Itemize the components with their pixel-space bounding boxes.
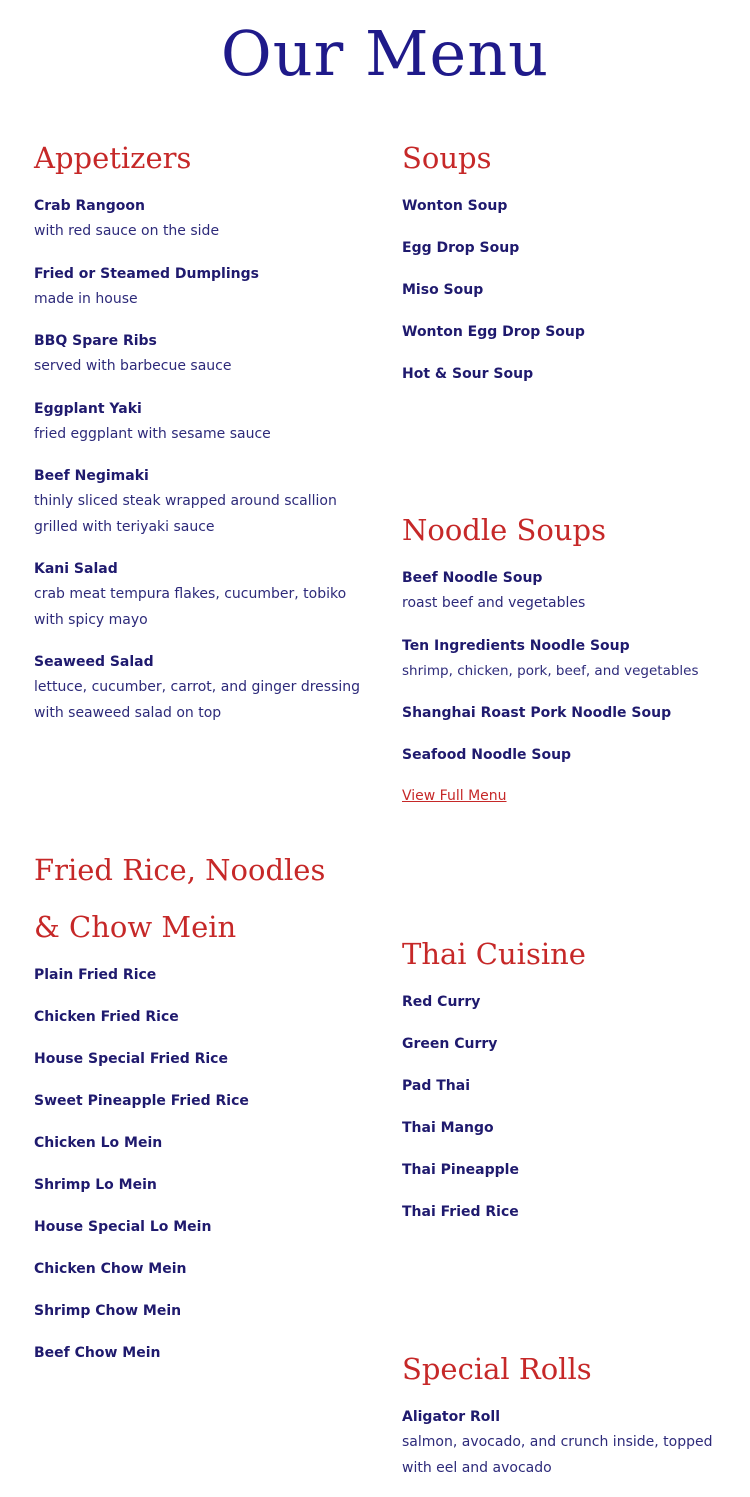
item-name: House Special Lo Mein — [34, 1219, 212, 1235]
menu-item — [402, 1199, 742, 1225]
item-name: Beef Chow Mein — [34, 1345, 161, 1361]
item-name: Eggplant Yaki — [34, 400, 142, 417]
item-description: with red sauce on the side — [34, 223, 220, 239]
menu-item — [34, 1340, 374, 1366]
item-name: Egg Drop Soup — [402, 240, 520, 256]
item-name: Shrimp Chow Mein — [34, 1303, 182, 1319]
menu-item — [402, 565, 732, 617]
section-soups — [402, 130, 742, 403]
item-name: Fried or Steamed Dumplings — [34, 265, 259, 282]
item-name: Beef Noodle Soup — [402, 570, 543, 586]
item-name: House Special Fried Rice — [34, 1051, 228, 1067]
item-description: served with barbecue sauce — [34, 358, 232, 374]
section-title-noodle-soups: Noodle Soups — [402, 513, 606, 547]
item-name: Wonton Egg Drop Soup — [402, 324, 585, 340]
section-title-line-2: & Chow Mein — [34, 910, 237, 944]
appetizers-list — [34, 193, 374, 726]
item-description: thinly sliced steak wrapped around scallion grilled with teriyaki sauce — [34, 493, 337, 535]
menu-item — [34, 1004, 374, 1030]
menu-item — [402, 235, 742, 261]
menu-item — [402, 319, 742, 345]
item-name: Wonton Soup — [402, 198, 508, 214]
special-rolls-list — [402, 1404, 732, 1481]
menu-item — [34, 261, 374, 313]
item-name: Green Curry — [402, 1036, 498, 1052]
item-name: Beef Negimaki — [34, 468, 149, 484]
menu-item — [34, 1256, 374, 1282]
item-name: Thai Pineapple — [402, 1162, 519, 1178]
menu-item — [34, 556, 374, 633]
item-name: Shrimp Lo Mein — [34, 1177, 157, 1193]
item-name: Pad Thai — [402, 1078, 470, 1094]
item-description: roast beef and vegetables — [402, 595, 586, 611]
section-noodle-soups — [402, 502, 732, 808]
item-name: Seafood Noodle Soup — [402, 747, 572, 763]
menu-item — [402, 742, 732, 768]
menu-item — [402, 989, 742, 1015]
menu-item — [34, 328, 374, 380]
menu-item — [402, 700, 732, 726]
menu-item — [34, 1298, 374, 1324]
menu-item — [402, 361, 742, 387]
menu-item — [34, 193, 374, 245]
view-full-menu-link[interactable]: View Full Menu — [402, 788, 507, 804]
item-name: Aligator Roll — [402, 1409, 500, 1425]
section-special-rolls — [402, 1341, 732, 1497]
menu-item — [34, 962, 374, 988]
menu-item — [34, 396, 374, 448]
item-name: Thai Mango — [402, 1120, 494, 1136]
item-name: Kani Salad — [34, 561, 118, 577]
fried-rice-list — [34, 962, 374, 1366]
item-description: crab meat tempura flakes, cucumber, tobiko with spicy mayo — [34, 586, 347, 628]
section-fried-rice-noodles — [34, 842, 374, 1382]
menu-item — [34, 1088, 374, 1114]
thai-list — [402, 989, 742, 1225]
item-name: Ten Ingredients Noodle Soup — [402, 637, 630, 654]
item-name: Chicken Lo Mein — [34, 1135, 163, 1151]
section-title-special-rolls: Special Rolls — [402, 1352, 592, 1386]
item-name: Thai Fried Rice — [402, 1204, 519, 1220]
item-name: Chicken Fried Rice — [34, 1009, 179, 1025]
menu-item — [402, 277, 742, 303]
item-name: Chicken Chow Mein — [34, 1261, 187, 1277]
menu-item — [34, 463, 374, 540]
section-title-appetizers: Appetizers — [34, 141, 192, 175]
menu-item — [402, 1115, 742, 1141]
item-name: Miso Soup — [402, 282, 484, 298]
section-appetizers — [34, 130, 374, 742]
item-description: lettuce, cucumber, carrot, and ginger dressing with seaweed salad on top — [34, 679, 361, 721]
item-name: Seaweed Salad — [34, 654, 154, 670]
noodle-soups-list — [402, 565, 732, 768]
item-name: Hot & Sour Soup — [402, 366, 534, 382]
item-name: BBQ Spare Ribs — [34, 333, 157, 349]
menu-item — [402, 1404, 732, 1481]
item-description: fried eggplant with sesame sauce — [34, 425, 271, 442]
section-title-soups: Soups — [402, 141, 492, 175]
item-description: made in house — [34, 290, 138, 307]
menu-item — [34, 1214, 374, 1240]
menu-item — [34, 1172, 374, 1198]
menu-item — [402, 633, 732, 685]
menu-item — [402, 1073, 742, 1099]
item-name: Crab Rangoon — [34, 198, 145, 214]
soups-list — [402, 193, 742, 387]
item-description: salmon, avocado, and crunch inside, topped with eel and avocado — [402, 1434, 713, 1476]
section-title-line-1: Fried Rice, Noodles — [34, 853, 326, 887]
item-name: Sweet Pineapple Fried Rice — [34, 1093, 249, 1109]
section-title-thai-cuisine: Thai Cuisine — [402, 937, 586, 971]
menu-item — [34, 649, 374, 726]
item-name: Shanghai Roast Pork Noodle Soup — [402, 705, 672, 721]
menu-item — [402, 193, 742, 219]
section-title-fried-rice-noodles — [34, 842, 374, 956]
item-name: Plain Fried Rice — [34, 967, 157, 983]
item-name: Red Curry — [402, 994, 481, 1010]
menu-item — [34, 1130, 374, 1156]
section-thai-cuisine — [402, 926, 742, 1241]
menu-item — [402, 1031, 742, 1057]
menu-item — [34, 1046, 374, 1072]
page-title: Our Menu — [220, 17, 550, 90]
menu-item — [402, 1157, 742, 1183]
item-description: shrimp, chicken, pork, beef, and vegetables — [402, 662, 699, 679]
